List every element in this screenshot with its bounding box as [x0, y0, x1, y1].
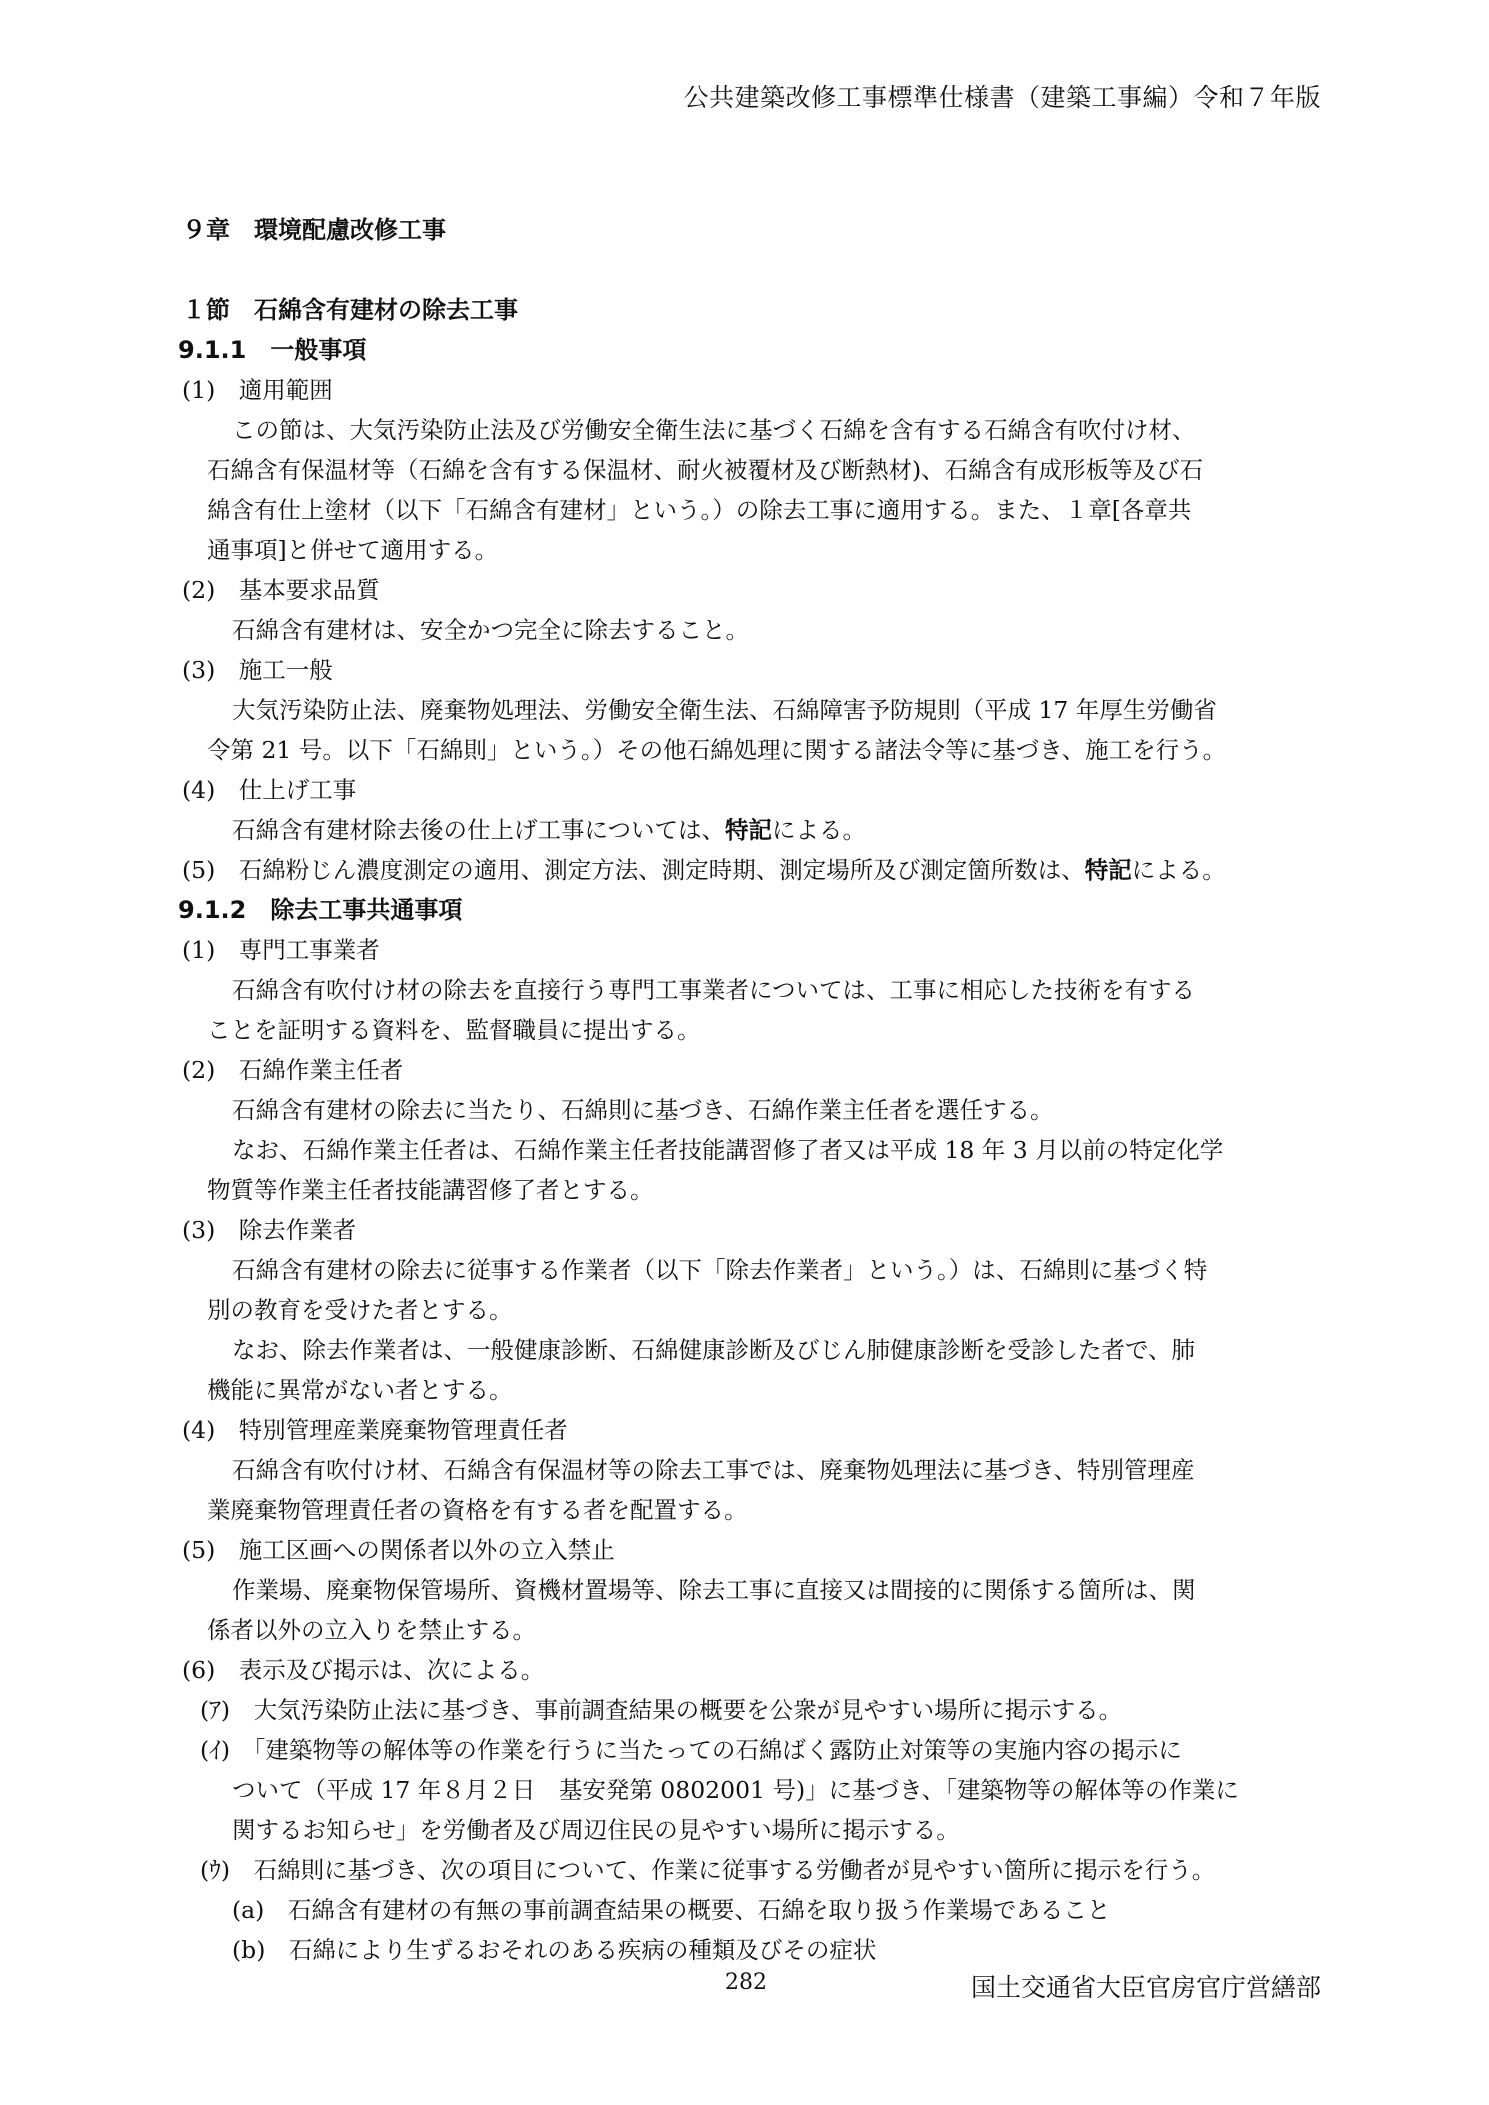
clause-item-heading: (4) 特別管理産業廃棄物管理責任者	[182, 1416, 568, 1444]
paragraph-line: 石綿含有吹付け材、石綿含有保温材等の除去工事では、廃棄物処理法に基づき、特別管理産	[232, 1456, 1195, 1484]
page-number: 282	[725, 1970, 767, 1995]
paragraph-line: 係者以外の立入りを禁止する。	[207, 1616, 536, 1644]
paragraph-line: 通事項]と併せて適用する。	[207, 536, 499, 564]
paragraph-line: 業廃棄物管理責任者の資格を有する者を配置する。	[207, 1496, 748, 1524]
sub-sub-item-line: (a) 石綿含有建材の有無の事前調査結果の概要、石綿を取り扱う作業場であること	[232, 1896, 1111, 1924]
paragraph-line: なお、石綿作業主任者は、石綿作業主任者技能講習修了者又は平成 18 年 3 月以前の特定化学	[232, 1136, 1224, 1164]
special-note-term: 特記	[1084, 856, 1132, 884]
paragraph-line: 綿含有仕上塗材（以下「石綿含有建材」という。）の除去工事に適用する。また、１章[各章共	[207, 496, 1192, 524]
paragraph-line: 石綿含有吹付け材の除去を直接行う専門工事業者については、工事に相応した技術を有する	[232, 976, 1196, 1004]
document-header-title: 公共建築改修工事標準仕様書（建築工事編）令和７年版	[683, 83, 1321, 112]
clause-title-9-1-2: 9.1.2 除去工事共通事項	[178, 896, 463, 924]
sub-item-line: (ｱ) 大気汚染防止法に基づき、事前調査結果の概要を公衆が見やすい場所に掲示する。	[200, 1696, 1123, 1724]
clause-item-heading: (3) 除去作業者	[182, 1216, 357, 1244]
clause-item-heading: (1) 専門工事業者	[182, 936, 380, 964]
paragraph-line	[182, 810, 1312, 850]
clause-item-heading: (2) 基本要求品質	[182, 576, 380, 604]
paragraph-line: ことを証明する資料を、監督職員に提出する。	[207, 1016, 701, 1044]
text-span: による。	[772, 816, 867, 844]
text-span: 石綿含有建材除去後の仕上げ工事については、	[232, 816, 726, 844]
paragraph-line: 石綿含有建材の除去に従事する作業者（以下「除去作業者」という。）は、石綿則に基づく特	[232, 1256, 1208, 1284]
paragraph-line: 作業場、廃棄物保管場所、資機材置場等、除去工事に直接又は間接的に関係する箇所は、関	[232, 1576, 1196, 1604]
special-note-term: 特記	[725, 816, 773, 844]
sub-item-line: (ｲ) 「建築物等の解体等の作業を行うに当たっての石綿ばく露防止対策等の実施内容の掲示に	[200, 1736, 1182, 1764]
section-title: １節 石綿含有建材の除去工事	[182, 296, 518, 324]
text-span: (5) 石綿粉じん濃度測定の適用、測定方法、測定時期、測定場所及び測定箇所数は、	[182, 856, 1085, 884]
chapter-title: ９章 環境配慮改修工事	[182, 216, 446, 244]
clause-item-heading: (4) 仕上げ工事	[182, 776, 357, 804]
clause-item-heading: (1) 適用範囲	[182, 376, 333, 404]
document-body	[178, 210, 1312, 1970]
paragraph-line: なお、除去作業者は、一般健康診断、石綿健康診断及びじん肺健康診断を受診した者で、肺	[232, 1336, 1196, 1364]
paragraph-line: 石綿含有保温材等（石綿を含有する保温材、耐火被覆材及び断熱材)、石綿含有成形板等及び石	[207, 456, 1204, 484]
sub-item-line: ついて（平成 17 年８月２日 基安発第 0802001 号)」に基づき、「建築物等の解体等の作業に	[232, 1776, 1239, 1804]
clause-item-heading: (2) 石綿作業主任者	[182, 1056, 404, 1084]
clause-item-heading: (3) 施工一般	[182, 656, 333, 684]
paragraph-line: 大気汚染防止法、廃棄物処理法、労働安全衛生法、石綿障害予防規則（平成 17 年厚生労働省	[232, 696, 1217, 724]
paragraph-line: 石綿含有建材は、安全かつ完全に除去すること。	[232, 616, 749, 644]
paragraph-line: 別の教育を受けた者とする。	[207, 1296, 513, 1324]
clause-item-heading: (5) 施工区画への関係者以外の立入禁止	[182, 1536, 615, 1564]
paragraph-line: 物質等作業主任者技能講習修了者とする。	[207, 1176, 654, 1204]
footer-organization: 国土交通省大臣官房官庁営繕部	[970, 1973, 1321, 2002]
paragraph-line: 石綿含有建材の除去に当たり、石綿則に基づき、石綿作業主任者を選任する。	[232, 1096, 1054, 1124]
text-span: による。	[1131, 856, 1226, 884]
sub-item-line: 関するお知らせ」を労働者及び周辺住民の見やすい場所に掲示する。	[232, 1816, 960, 1844]
paragraph-line: 機能に異常がない者とする。	[207, 1376, 513, 1404]
sub-item-line: (ｳ) 石綿則に基づき、次の項目について、作業に従事する労働者が見やすい箇所に掲示を行う。	[200, 1856, 1216, 1884]
clause-item-heading: (6) 表示及び掲示は、次による。	[182, 1656, 545, 1684]
paragraph-line: この節は、大気汚染防止法及び労働安全衛生法に基づく石綿を含有する石綿含有吹付け材、	[232, 416, 1196, 444]
paragraph-line: 令第 21 号。以下「石綿則」という。）その他石綿処理に関する諸法令等に基づき、施工を行う。	[207, 736, 1227, 764]
clause-item-heading	[182, 850, 1312, 890]
sub-sub-item-line: (b) 石綿により生ずるおそれのある疾病の種類及びその症状	[232, 1936, 877, 1964]
clause-title-9-1-1: 9.1.1 一般事項	[178, 336, 367, 364]
